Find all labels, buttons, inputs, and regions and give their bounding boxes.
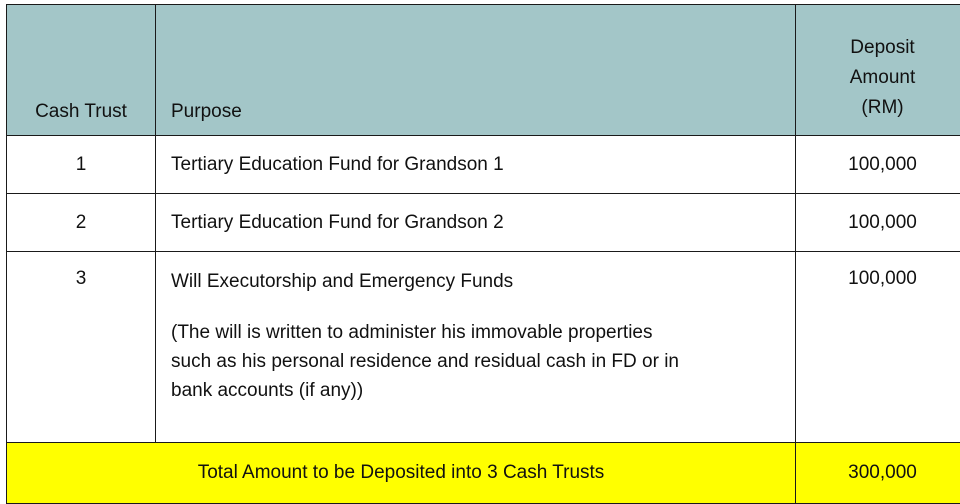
row-trust-id: 2 xyxy=(7,194,156,252)
row-trust-id: 3 xyxy=(7,252,156,443)
row-trust-id: 1 xyxy=(7,136,156,194)
header-amount-line2: Amount xyxy=(796,63,960,93)
total-row xyxy=(7,443,960,504)
header-deposit-amount xyxy=(796,5,960,136)
cash-trust-table-container xyxy=(6,4,951,478)
header-purpose: Purpose xyxy=(156,5,796,136)
row-amount: 100,000 xyxy=(796,136,960,194)
row-purpose: Will Executorship and Emergency Funds xyxy=(171,268,795,296)
table-row xyxy=(7,252,960,443)
table-row xyxy=(7,194,960,252)
header-cash-trust: Cash Trust xyxy=(7,5,156,136)
header-amount-line3: (RM) xyxy=(796,93,960,123)
row-purpose-note: (The will is written to administer his immovable properties such as his personal residence and residual cash in FD or in bank accounts (if any)) xyxy=(171,318,795,405)
total-amount: 300,000 xyxy=(796,443,960,504)
header-amount-line1: Deposit xyxy=(796,33,960,63)
table-row xyxy=(7,136,960,194)
row-purpose: Tertiary Education Fund for Grandson 1 xyxy=(156,136,796,194)
row-amount: 100,000 xyxy=(796,252,960,443)
total-label: Total Amount to be Deposited into 3 Cash Trusts xyxy=(7,443,796,504)
cash-trust-table xyxy=(6,4,960,504)
row-amount: 100,000 xyxy=(796,194,960,252)
table-header-row xyxy=(7,5,960,136)
row-purpose-cell xyxy=(156,252,796,443)
row-purpose: Tertiary Education Fund for Grandson 2 xyxy=(156,194,796,252)
